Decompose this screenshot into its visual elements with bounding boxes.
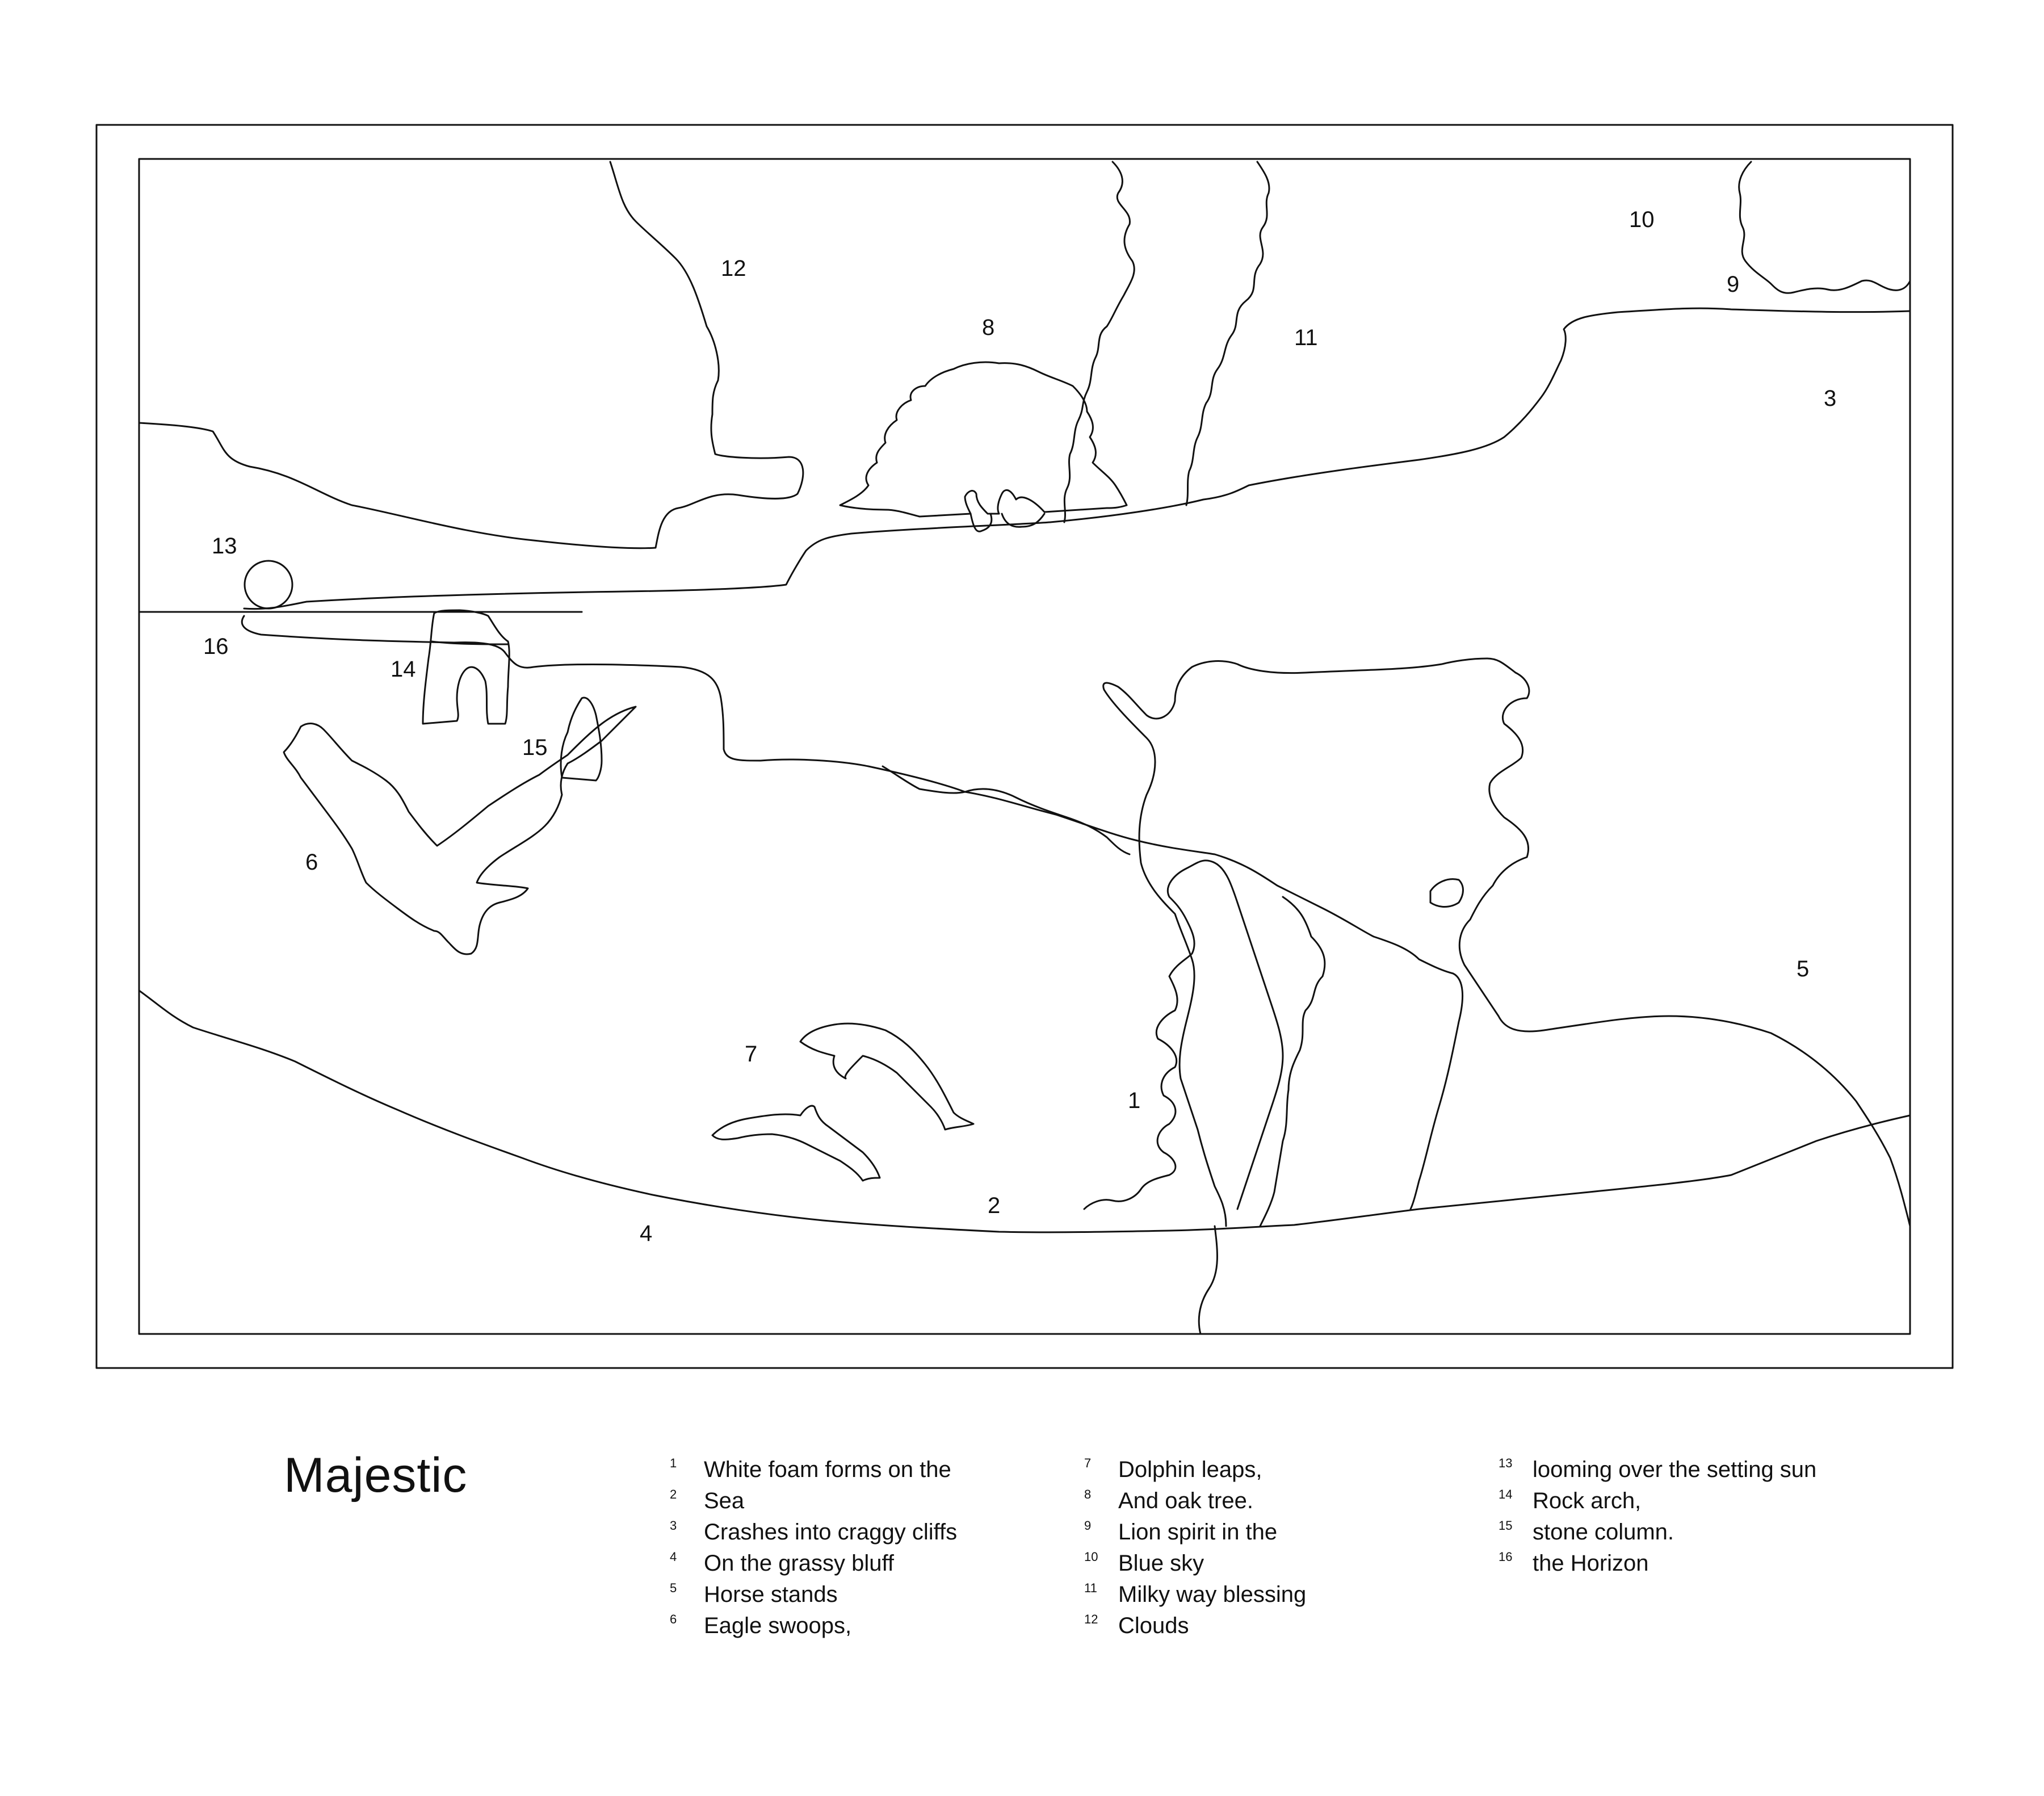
inner-frame (139, 159, 1910, 1334)
legend-text: Blue sky (1118, 1551, 1204, 1576)
region-number-15: 15 (522, 735, 548, 760)
dolphin-bottom (712, 1106, 880, 1181)
artwork-title: Majestic (284, 1448, 468, 1503)
wave-band-mid (883, 766, 1130, 854)
legend-text: Dolphin leaps, (1118, 1457, 1262, 1482)
cloud-top-right (1739, 162, 1910, 293)
region-number-14: 14 (391, 657, 416, 682)
region-number-11: 11 (1294, 325, 1318, 350)
sky-band-main (244, 308, 1910, 609)
cliff-right (1103, 658, 1910, 1226)
sea-shoreline (139, 991, 1910, 1232)
stone-column (561, 698, 602, 780)
foam-line-2 (1260, 897, 1325, 1226)
legend-text: Sea (704, 1488, 745, 1513)
legend-text: Milky way blessing (1118, 1582, 1307, 1607)
outer-frame (96, 125, 1953, 1368)
foam-line-3 (1199, 1226, 1217, 1334)
legend-number: 8 (1084, 1487, 1092, 1501)
legend-number: 14 (1499, 1487, 1513, 1501)
region-number-3: 3 (1824, 386, 1837, 411)
legend-number: 9 (1084, 1518, 1092, 1533)
setting-sun (245, 561, 292, 609)
region-number-6: 6 (305, 850, 318, 875)
legend-number: 16 (1499, 1550, 1513, 1564)
legend-text: looming over the setting sun (1533, 1457, 1817, 1482)
region-number-13: 13 (212, 534, 237, 559)
eagle-silhouette (284, 707, 636, 954)
legend-number: 12 (1084, 1612, 1098, 1626)
legend-number: 6 (670, 1612, 677, 1626)
region-number-5: 5 (1797, 956, 1810, 981)
milky-way-right (1186, 162, 1269, 505)
region-number-4: 4 (640, 1221, 653, 1246)
legend-text: White foam forms on the (704, 1457, 951, 1482)
legend-text: And oak tree. (1118, 1488, 1253, 1513)
legend-number: 4 (670, 1550, 677, 1564)
legend-text: Lion spirit in the (1118, 1520, 1278, 1545)
legend-number: 2 (670, 1487, 677, 1501)
region-number-16: 16 (203, 634, 229, 659)
legend-number: 1 (670, 1456, 677, 1470)
legend-text: On the grassy bluff (704, 1551, 894, 1576)
legend-text: the Horizon (1533, 1551, 1649, 1576)
region-number-9: 9 (1727, 272, 1740, 297)
legend-text: Clouds (1118, 1613, 1189, 1638)
small-island (1430, 879, 1463, 907)
sea-band-upper (242, 616, 1462, 1209)
legend-number: 11 (1084, 1581, 1097, 1595)
legend-number: 7 (1084, 1456, 1092, 1470)
region-number-2: 2 (988, 1193, 1001, 1218)
legend-number: 15 (1499, 1518, 1513, 1533)
rock-arch (423, 610, 509, 724)
region-number-7: 7 (745, 1042, 758, 1067)
oak-tree-canopy (840, 362, 1127, 517)
legend-number: 5 (670, 1581, 677, 1595)
legend-text: Horse stands (704, 1582, 838, 1607)
cloud-band-left (139, 162, 803, 548)
legend-text: stone column. (1533, 1520, 1674, 1545)
dolphin-top (800, 1023, 973, 1130)
region-number-1: 1 (1128, 1088, 1141, 1113)
region-number-12: 12 (721, 256, 746, 281)
legend-number: 3 (670, 1518, 677, 1533)
legend-text: Eagle swoops, (704, 1613, 852, 1638)
legend-number: 13 (1499, 1456, 1513, 1470)
legend-number: 10 (1084, 1550, 1098, 1564)
legend-text: Crashes into craggy cliffs (704, 1520, 958, 1545)
region-number-10: 10 (1629, 207, 1655, 232)
legend-text: Rock arch, (1533, 1488, 1642, 1513)
region-number-8: 8 (982, 315, 995, 340)
